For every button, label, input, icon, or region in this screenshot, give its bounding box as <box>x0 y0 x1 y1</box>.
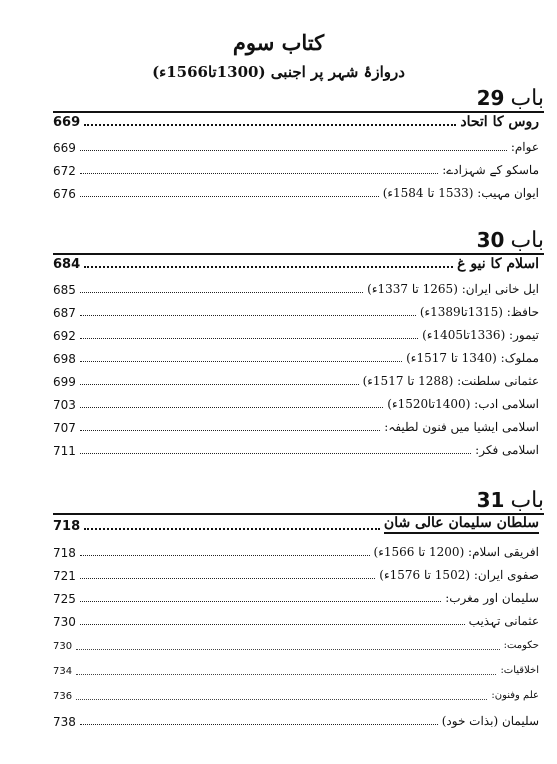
entry-title: سلطان سلیمان عالی شان <box>384 515 539 534</box>
chapter-number: 29 <box>476 86 505 110</box>
toc-entry <box>53 300 539 320</box>
page-number: 703 <box>53 398 76 412</box>
leader-dots <box>80 407 383 408</box>
page-number: 707 <box>53 421 76 435</box>
leader-dots <box>80 196 379 197</box>
page-number: 692 <box>53 329 76 343</box>
toc-subentry <box>53 634 539 654</box>
page-number: 718 <box>53 519 81 534</box>
leader-dots <box>76 649 499 650</box>
chapter-heading-30 <box>477 228 544 253</box>
page-number: 711 <box>53 444 76 458</box>
toc-entry <box>53 438 539 458</box>
page-number: 721 <box>53 569 76 583</box>
toc-entry <box>53 540 539 560</box>
leader-dots <box>84 124 456 126</box>
page-number: 676 <box>53 187 76 201</box>
entry-title: اسلامی فکر: <box>475 443 539 457</box>
leader-dots <box>80 150 507 151</box>
page-number: 734 <box>53 666 73 677</box>
book-title: کتاب سوم <box>232 30 325 55</box>
toc-entry <box>53 346 539 366</box>
toc-entry <box>53 609 539 629</box>
leader-dots <box>80 338 418 339</box>
page-number: 685 <box>53 283 76 297</box>
entry-title: اسلامی ادب: (1400تا1520ء) <box>387 397 539 411</box>
page-number: 669 <box>53 115 81 130</box>
chapter-word: باب <box>510 228 544 253</box>
entry-title: حافظ: (1315تا1389ء) <box>419 305 539 319</box>
page-number: 736 <box>53 691 73 702</box>
chapter-number: 30 <box>476 228 505 252</box>
entry-title: ایوان مہیب: (1533 تا 1584ء) <box>382 186 539 200</box>
page-number: 672 <box>53 164 76 178</box>
chapter-main-entry <box>53 252 539 272</box>
entry-title: علم وفنون: <box>491 690 539 701</box>
toc-entry <box>53 415 539 435</box>
page-number: 698 <box>53 352 76 366</box>
leader-dots <box>80 724 438 725</box>
page-number: 738 <box>53 715 76 729</box>
toc-entry <box>53 323 539 343</box>
leader-dots <box>76 699 487 700</box>
page-number: 730 <box>53 641 73 652</box>
chapter-word: باب <box>510 86 544 111</box>
leader-dots <box>80 315 416 316</box>
page-number: 730 <box>53 615 76 629</box>
leader-dots <box>80 430 380 431</box>
toc-subentry <box>53 659 539 679</box>
entry-title: سلیمان اور مغرب: <box>445 591 539 605</box>
page-number: 684 <box>53 257 81 272</box>
toc-subentry <box>53 684 539 704</box>
entry-title: ماسکو کے شہزادے: <box>442 163 539 177</box>
toc-entry <box>53 709 539 729</box>
page-number: 687 <box>53 306 76 320</box>
page-number: 718 <box>53 546 76 560</box>
leader-dots <box>80 453 471 454</box>
entry-title: اسلامی ایشیا میں فنون لطیفہ: <box>384 420 539 434</box>
entry-title: افریقی اسلام: (1200 تا 1566ء) <box>373 545 539 559</box>
toc-entry <box>53 158 539 178</box>
entry-title: سلیمان (بذات خود) <box>441 714 539 728</box>
leader-dots <box>80 292 363 293</box>
leader-dots <box>84 266 453 268</box>
entry-title: صفوی ایران: (1502 تا 1576ء) <box>379 568 539 582</box>
toc-entry <box>53 135 539 155</box>
chapter-heading-29 <box>477 86 544 111</box>
leader-dots <box>80 601 441 602</box>
leader-dots <box>80 578 375 579</box>
entry-title: اخلاقیات: <box>500 665 539 676</box>
toc-entry <box>53 277 539 297</box>
chapter-heading-31 <box>477 488 544 513</box>
entry-title: روس کا اتحاد <box>460 114 539 130</box>
chapter-word: باب <box>510 488 544 513</box>
chapter-main-entry <box>53 110 539 130</box>
leader-dots <box>80 173 438 174</box>
leader-dots <box>76 674 496 675</box>
page-number: 725 <box>53 592 76 606</box>
leader-dots <box>80 384 359 385</box>
entry-title: عوام: <box>510 140 539 154</box>
leader-dots <box>80 361 402 362</box>
toc-entry <box>53 563 539 583</box>
leader-dots <box>80 555 370 556</box>
entry-title: عثمانی سلطنت: (1288 تا 1517ء) <box>362 374 539 388</box>
entry-title: حکومت: <box>503 640 539 651</box>
entry-title: عثمانی تہذیب <box>468 614 539 628</box>
entry-title: تیمور: (1336تا1405ء) <box>422 328 539 342</box>
toc-entry <box>53 586 539 606</box>
entry-title: ایل خانی ایران: (1265 تا 1337ء) <box>367 282 539 296</box>
entry-title: مملوک: (1340 تا 1517ء) <box>406 351 539 365</box>
toc-entry <box>53 392 539 412</box>
book-subtitle: دروازۂ شہر پر اجنبی (1300تا1566ء) <box>152 63 405 81</box>
page-number: 699 <box>53 375 76 389</box>
toc-entry <box>53 369 539 389</box>
chapter-main-entry <box>53 514 539 534</box>
chapter-number: 31 <box>476 488 505 512</box>
leader-dots <box>84 528 380 530</box>
toc-entry <box>53 181 539 201</box>
entry-title: اسلام کا نیو غ <box>457 256 539 272</box>
leader-dots <box>80 624 465 625</box>
page-number: 669 <box>53 141 76 155</box>
